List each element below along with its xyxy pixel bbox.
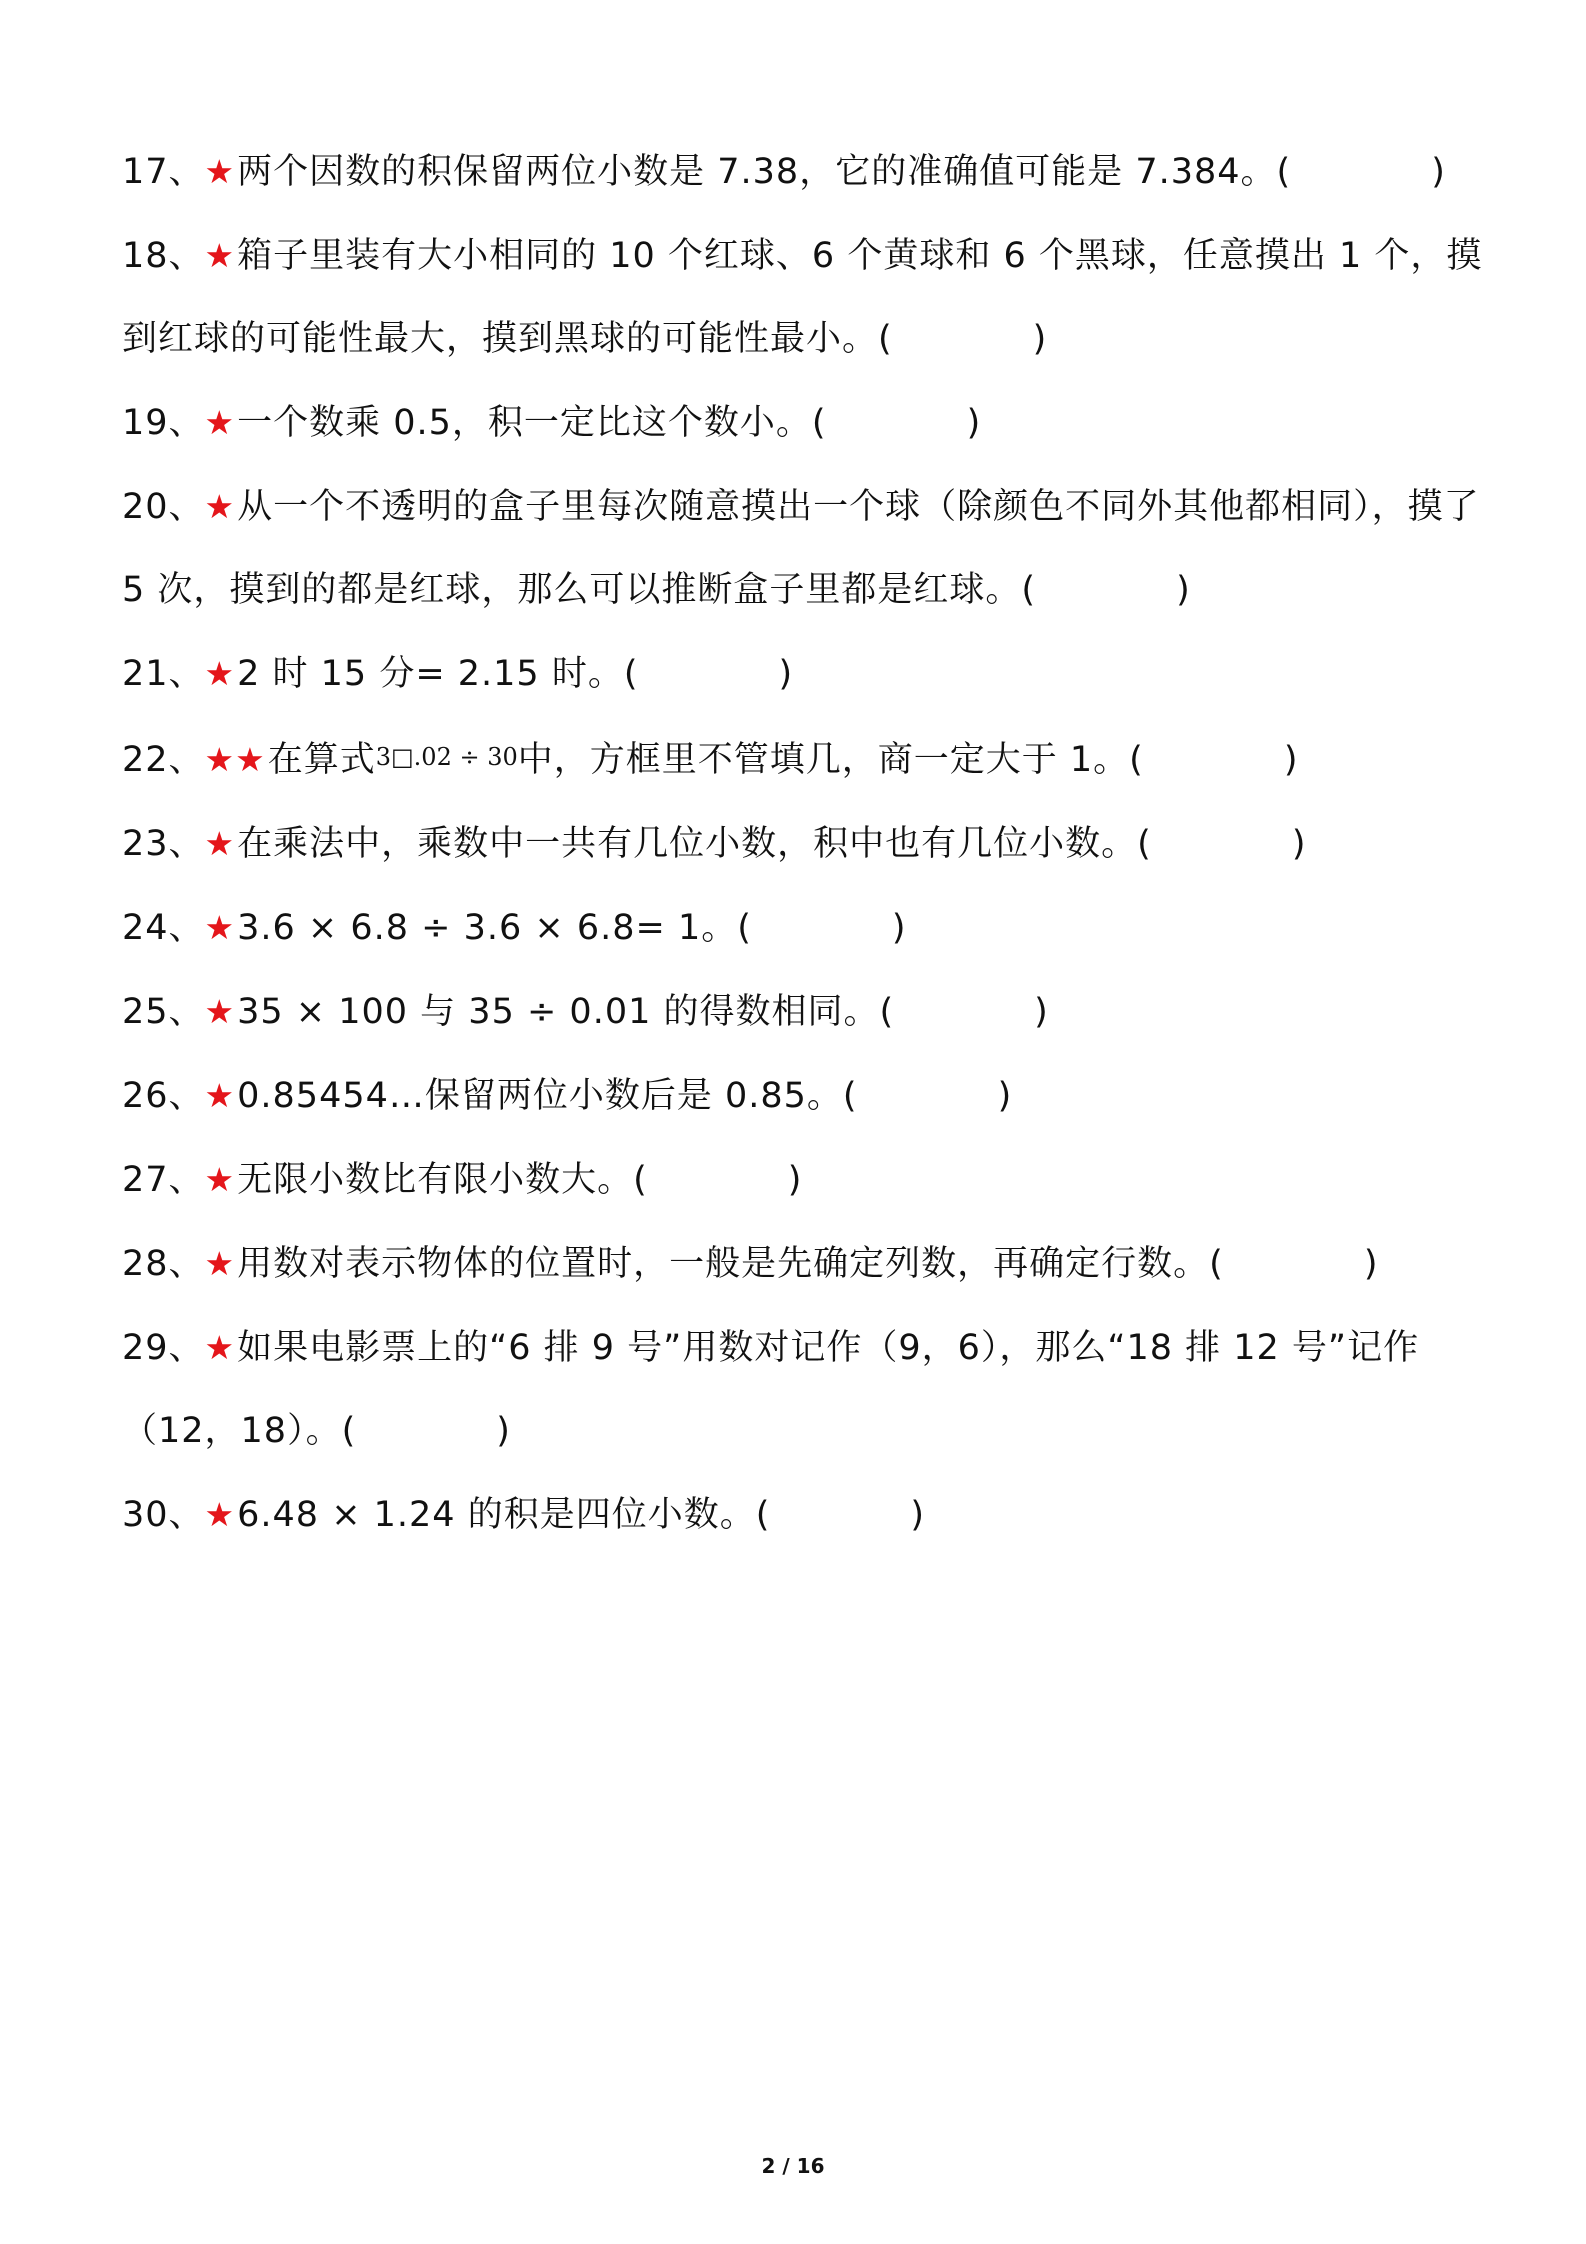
star-icon: ★ xyxy=(204,1495,236,1534)
close-paren: ) xyxy=(966,403,982,443)
star-icon: ★ xyxy=(204,403,236,442)
question-17 xyxy=(122,130,1512,214)
question-18 xyxy=(122,214,1512,381)
question-number: 29、 xyxy=(122,1328,205,1368)
question-list xyxy=(122,130,1512,1557)
star-icon: ★ xyxy=(204,236,236,275)
question-number: 20、 xyxy=(122,487,205,527)
question-29 xyxy=(122,1306,1512,1473)
close-paren: ) xyxy=(891,908,907,948)
star-icon: ★ xyxy=(204,1328,236,1367)
question-21 xyxy=(122,632,1512,716)
close-paren: ) xyxy=(1176,570,1191,610)
page-number: 2 / 16 xyxy=(761,2154,825,2178)
question-20 xyxy=(122,465,1512,632)
question-number: 25、 xyxy=(122,992,205,1032)
question-text: 一个数乘 0.5，积一定比这个数小。( xyxy=(237,403,827,443)
question-text: 0.85454…保留两位小数后是 0.85。( xyxy=(237,1076,858,1116)
question-number: 17、 xyxy=(122,152,205,192)
question-text: 3.6 × 6.8 ÷ 3.6 × 6.8= 1。( xyxy=(237,908,752,948)
star-icon: ★ xyxy=(204,1244,236,1283)
star-icon: ★★ xyxy=(204,740,266,779)
math-expression: 3□.02 ÷ 30 xyxy=(375,743,518,771)
question-text: 两个因数的积保留两位小数是 7.38，它的准确值可能是 7.384。( xyxy=(237,152,1292,192)
star-icon: ★ xyxy=(204,654,236,693)
close-paren: ) xyxy=(997,1076,1013,1116)
close-paren: ) xyxy=(1363,1244,1379,1284)
star-icon: ★ xyxy=(204,487,236,526)
question-30 xyxy=(122,1473,1512,1557)
question-number: 28、 xyxy=(122,1244,205,1284)
question-number: 27、 xyxy=(122,1160,205,1200)
question-text: 在乘法中，乘数中一共有几位小数，积中也有几位小数。( xyxy=(237,824,1152,864)
question-26 xyxy=(122,1054,1512,1138)
question-19 xyxy=(122,381,1512,465)
star-icon: ★ xyxy=(204,908,236,947)
question-number: 30、 xyxy=(122,1495,205,1535)
question-text: 6.48 × 1.24 的积是四位小数。( xyxy=(237,1495,771,1535)
star-icon: ★ xyxy=(204,1160,236,1199)
question-number: 22、 xyxy=(122,740,205,780)
question-number: 18、 xyxy=(122,236,205,276)
question-text: 2 时 15 分= 2.15 时。( xyxy=(237,654,639,694)
question-text: 从一个不透明的盒子里每次随意摸出一个球（除颜色不同外其他都相同），摸了 5 次，摸到的都是红球，那么可以推断盒子里都是红球。( xyxy=(122,487,1480,610)
question-text: 35 × 100 与 35 ÷ 0.01 的得数相同。( xyxy=(237,992,895,1032)
star-icon: ★ xyxy=(204,152,236,191)
star-icon: ★ xyxy=(204,992,236,1031)
question-text-before: 在算式 xyxy=(267,740,376,780)
close-paren: ) xyxy=(1034,992,1049,1032)
question-22 xyxy=(122,716,1512,802)
question-number: 26、 xyxy=(122,1076,205,1116)
star-icon: ★ xyxy=(204,1076,236,1115)
question-text: 如果电影票上的“6 排 9 号”用数对记作（9，6），那么“18 排 12 号”记作（12，18）。( xyxy=(122,1328,1420,1451)
question-24 xyxy=(122,886,1512,970)
question-number: 23、 xyxy=(122,824,205,864)
close-paren: ) xyxy=(1032,319,1048,359)
question-25 xyxy=(122,970,1512,1054)
question-number: 21、 xyxy=(122,654,205,694)
question-28 xyxy=(122,1222,1512,1306)
question-text: 中，方框里不管填几，商一定大于 1。( xyxy=(517,740,1144,780)
close-paren: ) xyxy=(787,1160,803,1200)
question-number: 19、 xyxy=(122,403,205,443)
close-paren: ) xyxy=(496,1411,511,1451)
close-paren: ) xyxy=(778,654,794,694)
question-text: 无限小数比有限小数大。( xyxy=(237,1160,648,1200)
question-23 xyxy=(122,802,1512,886)
question-27 xyxy=(122,1138,1512,1222)
close-paren: ) xyxy=(1291,824,1307,864)
question-text: 用数对表示物体的位置时，一般是先确定列数，再确定行数。( xyxy=(237,1244,1224,1284)
close-paren: ) xyxy=(1431,152,1446,192)
star-icon: ★ xyxy=(204,824,236,863)
close-paren: ) xyxy=(910,1495,926,1535)
close-paren: ) xyxy=(1283,740,1299,780)
question-number: 24、 xyxy=(122,908,205,948)
question-text: 箱子里装有大小相同的 10 个红球、6 个黄球和 6 个黑球，任意摸出 1 个，摸到红球的可能性最大，摸到黑球的可能性最小。( xyxy=(122,236,1483,359)
